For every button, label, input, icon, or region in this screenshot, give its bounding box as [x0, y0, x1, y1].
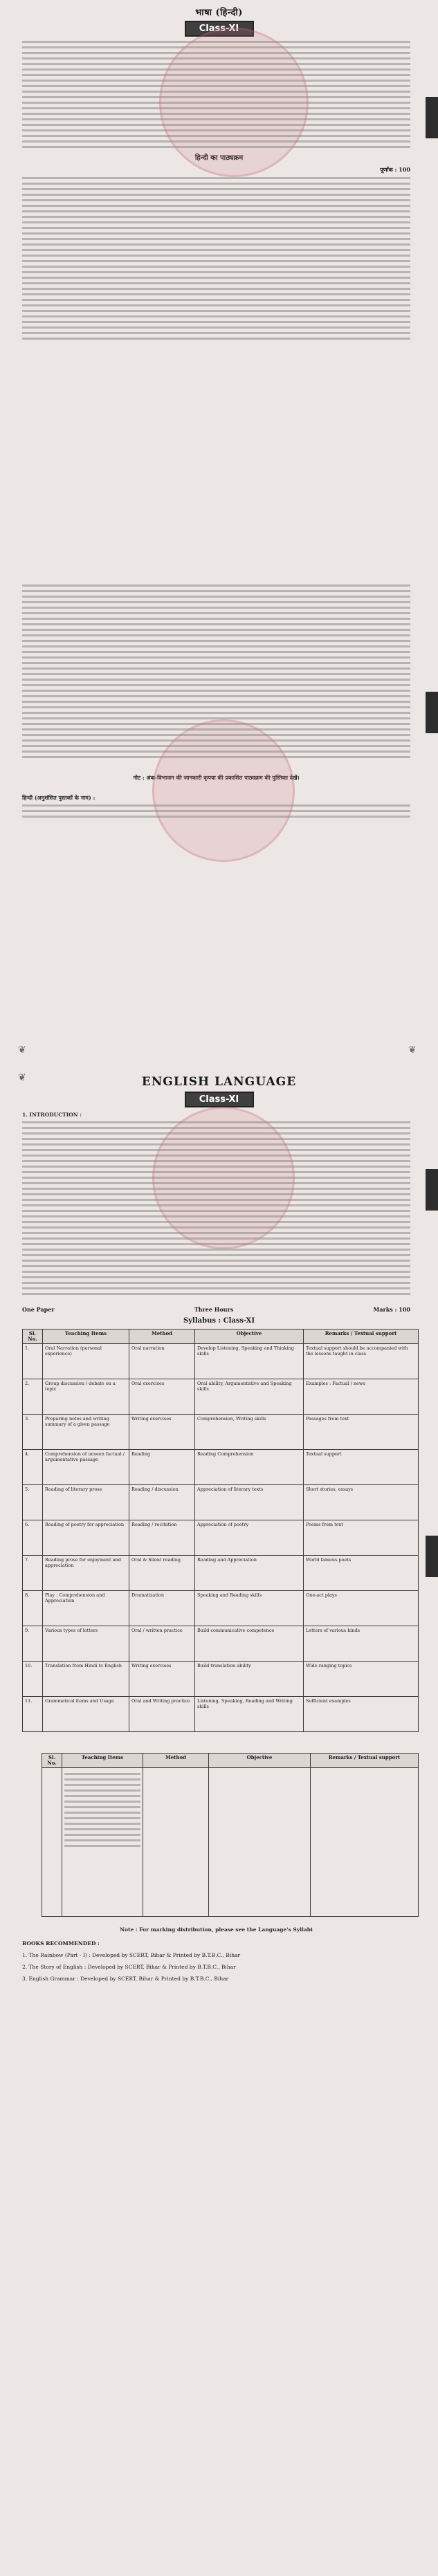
- table-cell: Listening, Speaking, Reading and Writing skills: [195, 1697, 304, 1732]
- table-cell: Comprehension, Writing skills: [195, 1415, 304, 1450]
- table-cell: 6.: [23, 1520, 43, 1556]
- paper-count: One Paper: [22, 1306, 55, 1313]
- book-item: 3. English Grammar : Developed by SCERT, Bihar & Printed by B.T.B.C., Bihar: [22, 1976, 229, 1982]
- table-cell: Wide ranging topics: [304, 1662, 419, 1697]
- english-page: [0, 1065, 438, 2576]
- table-cell: Reading and Appreciation: [195, 1556, 304, 1591]
- table-cell: Sufficient examples: [304, 1697, 419, 1732]
- table-cell: Grammatical items and Usage: [43, 1697, 129, 1732]
- table-cell: Letters of various kinds: [304, 1626, 419, 1662]
- table-cell: Writing exercises: [129, 1662, 195, 1697]
- table-cell: Short stories, essays: [304, 1485, 419, 1520]
- leaf-ornament-icon: ❦: [18, 1045, 26, 1056]
- table-cell: 5.: [23, 1485, 43, 1520]
- table-cell: 7.: [23, 1556, 43, 1591]
- table-row: [23, 1450, 419, 1485]
- table-cell: Speaking and Reading skills: [195, 1591, 304, 1626]
- hindi-page: [0, 0, 438, 567]
- table-cell: Reading prose for enjoyment and appreciation: [43, 1556, 129, 1591]
- table-row: [42, 1768, 419, 1917]
- table-cell: Oral narration: [129, 1344, 195, 1379]
- hindi-list: [22, 567, 410, 758]
- table-header-row: [23, 1330, 419, 1344]
- col-header: Remarks / Textual support: [311, 1754, 419, 1768]
- table-cell: Oral Narration (personal experience): [43, 1344, 129, 1379]
- syllabus-table: [22, 1329, 419, 1732]
- col-header: Method: [143, 1754, 209, 1768]
- table-header-row: [42, 1754, 419, 1768]
- table-cell: Reading Comprehension: [195, 1450, 304, 1485]
- table-row: [23, 1485, 419, 1520]
- side-tab: [426, 97, 438, 138]
- hindi-note: नोट : अंक-विभाजन की जानकारी कृपया की प्रकाशित पाठ्यक्रम की पुस्तिका देखें।: [133, 774, 300, 781]
- table-cell: 2.: [23, 1379, 43, 1415]
- table-row: [23, 1379, 419, 1415]
- hindi-books-title: हिन्दी (अनुशंसित पुस्तकों के नाम) :: [22, 794, 95, 801]
- side-tab: [426, 1536, 438, 1577]
- hindi-marks: पूर्णांक : 100: [380, 166, 410, 173]
- table-cell: 11.: [23, 1697, 43, 1732]
- table-cell: Poems from text: [304, 1520, 419, 1556]
- paper-marks: Marks : 100: [373, 1306, 410, 1313]
- table-cell: Play : Comprehension and Appreciation: [43, 1591, 129, 1626]
- table-cell: Translation from Hindi to English: [43, 1662, 129, 1697]
- table-cell: 4.: [23, 1450, 43, 1485]
- table-cell: World famous poets: [304, 1556, 419, 1591]
- table-cell: Oral / written practice: [129, 1626, 195, 1662]
- table-cell: 3.: [23, 1415, 43, 1450]
- hindi-header: भाषा (हिन्दी): [195, 8, 243, 18]
- table-cell: 1.: [23, 1344, 43, 1379]
- table-row: [23, 1591, 419, 1626]
- col-header: Teaching Items: [62, 1754, 143, 1768]
- syllabus-table-continued: [42, 1753, 419, 1917]
- table-cell: Reading / discussion: [129, 1485, 195, 1520]
- table-cell: 8.: [23, 1591, 43, 1626]
- table-cell: Oral and Writing practice: [129, 1697, 195, 1732]
- books-title: BOOKS RECOMMENDED :: [22, 1940, 100, 1947]
- table-cell: Reading / recitation: [129, 1520, 195, 1556]
- table-row: [23, 1556, 419, 1591]
- table-cell: Build translation ability: [195, 1662, 304, 1697]
- table-cell: Group discussion / debate on a topic: [43, 1379, 129, 1415]
- table-cell: Develop Listening, Speaking and Thinking skills: [195, 1344, 304, 1379]
- table-cell: 9.: [23, 1626, 43, 1662]
- book-item: 1. The Rainbow (Part - I) : Developed by SCERT, Bihar & Printed by B.T.B.C., Bihar: [22, 1952, 241, 1958]
- table-cell: Reading of literary prose: [43, 1485, 129, 1520]
- col-header: Method: [129, 1330, 195, 1344]
- leaf-ornament-icon: ❦: [18, 1072, 26, 1083]
- class-label: Class-XI: [185, 1092, 254, 1107]
- table-cell: Reading: [129, 1450, 195, 1485]
- col-header: Teaching Items: [43, 1330, 129, 1344]
- table-row: [23, 1626, 419, 1662]
- table-row: [23, 1415, 419, 1450]
- table-cell: Build communicative competence: [195, 1626, 304, 1662]
- english-intro-label: 1. INTRODUCTION :: [22, 1112, 82, 1118]
- table-row: [23, 1697, 419, 1732]
- hindi-page-continued: [0, 567, 438, 1065]
- hindi-books-list: [22, 804, 410, 818]
- table-cell: Passages from text: [304, 1415, 419, 1450]
- table-cell: Oral & Silent reading: [129, 1556, 195, 1591]
- syllabus-label: Syllabus : Class-XI: [183, 1317, 255, 1325]
- table-cell: Examples : Factual / news: [304, 1379, 419, 1415]
- table-row: [23, 1520, 419, 1556]
- table-cell: Textual support: [304, 1450, 419, 1485]
- table-cell: Various types of letters: [43, 1626, 129, 1662]
- table-cell: Oral exercises: [129, 1379, 195, 1415]
- leaf-ornament-icon: ❦: [408, 1045, 417, 1056]
- table-cell: Appreciation of literary texts: [195, 1485, 304, 1520]
- table-cell: One-act plays: [304, 1591, 419, 1626]
- table-row: [23, 1662, 419, 1697]
- col-header: Remarks / Textual support: [304, 1330, 419, 1344]
- table-row: [23, 1344, 419, 1379]
- table-cell: Oral ability, Argumentative and Speaking skills: [195, 1379, 304, 1415]
- col-header: Objective: [209, 1754, 311, 1768]
- class-label: Class-XI: [185, 21, 254, 37]
- table-cell: Comprehension of unseen factual / argumentative passage: [43, 1450, 129, 1485]
- side-tab: [426, 692, 438, 733]
- paper-info-row: [22, 1306, 410, 1313]
- col-header: Objective: [195, 1330, 304, 1344]
- hindi-syllabus-body: [22, 177, 410, 340]
- table-cell: Reading of poetry for appreciation: [43, 1520, 129, 1556]
- col-header: Sl. No.: [42, 1754, 62, 1768]
- paper-duration: Three Hours: [194, 1306, 234, 1313]
- col-header: Sl. No.: [23, 1330, 43, 1344]
- hindi-syllabus-title: हिन्दी का पाठ्यक्रम: [194, 154, 244, 162]
- side-tab: [426, 1169, 438, 1211]
- table-cell: Writing exercises: [129, 1415, 195, 1450]
- table-cell: Appreciation of poetry: [195, 1520, 304, 1556]
- table-cell: Textual support should be accompanied with the lessons taught in class: [304, 1344, 419, 1379]
- table-cell: Dramatization: [129, 1591, 195, 1626]
- table-cell: 10.: [23, 1662, 43, 1697]
- table-cell: Preparing notes and writing summary of a given passage: [43, 1415, 129, 1450]
- book-item: 2. The Story of English : Developed by SCERT, Bihar & Printed by B.T.B.C., Bihar: [22, 1964, 236, 1970]
- footer-note: Note : For marking distribution, please see the Language's Syllabi: [120, 1926, 313, 1933]
- english-title: ENGLISH LANGUAGE: [141, 1075, 297, 1089]
